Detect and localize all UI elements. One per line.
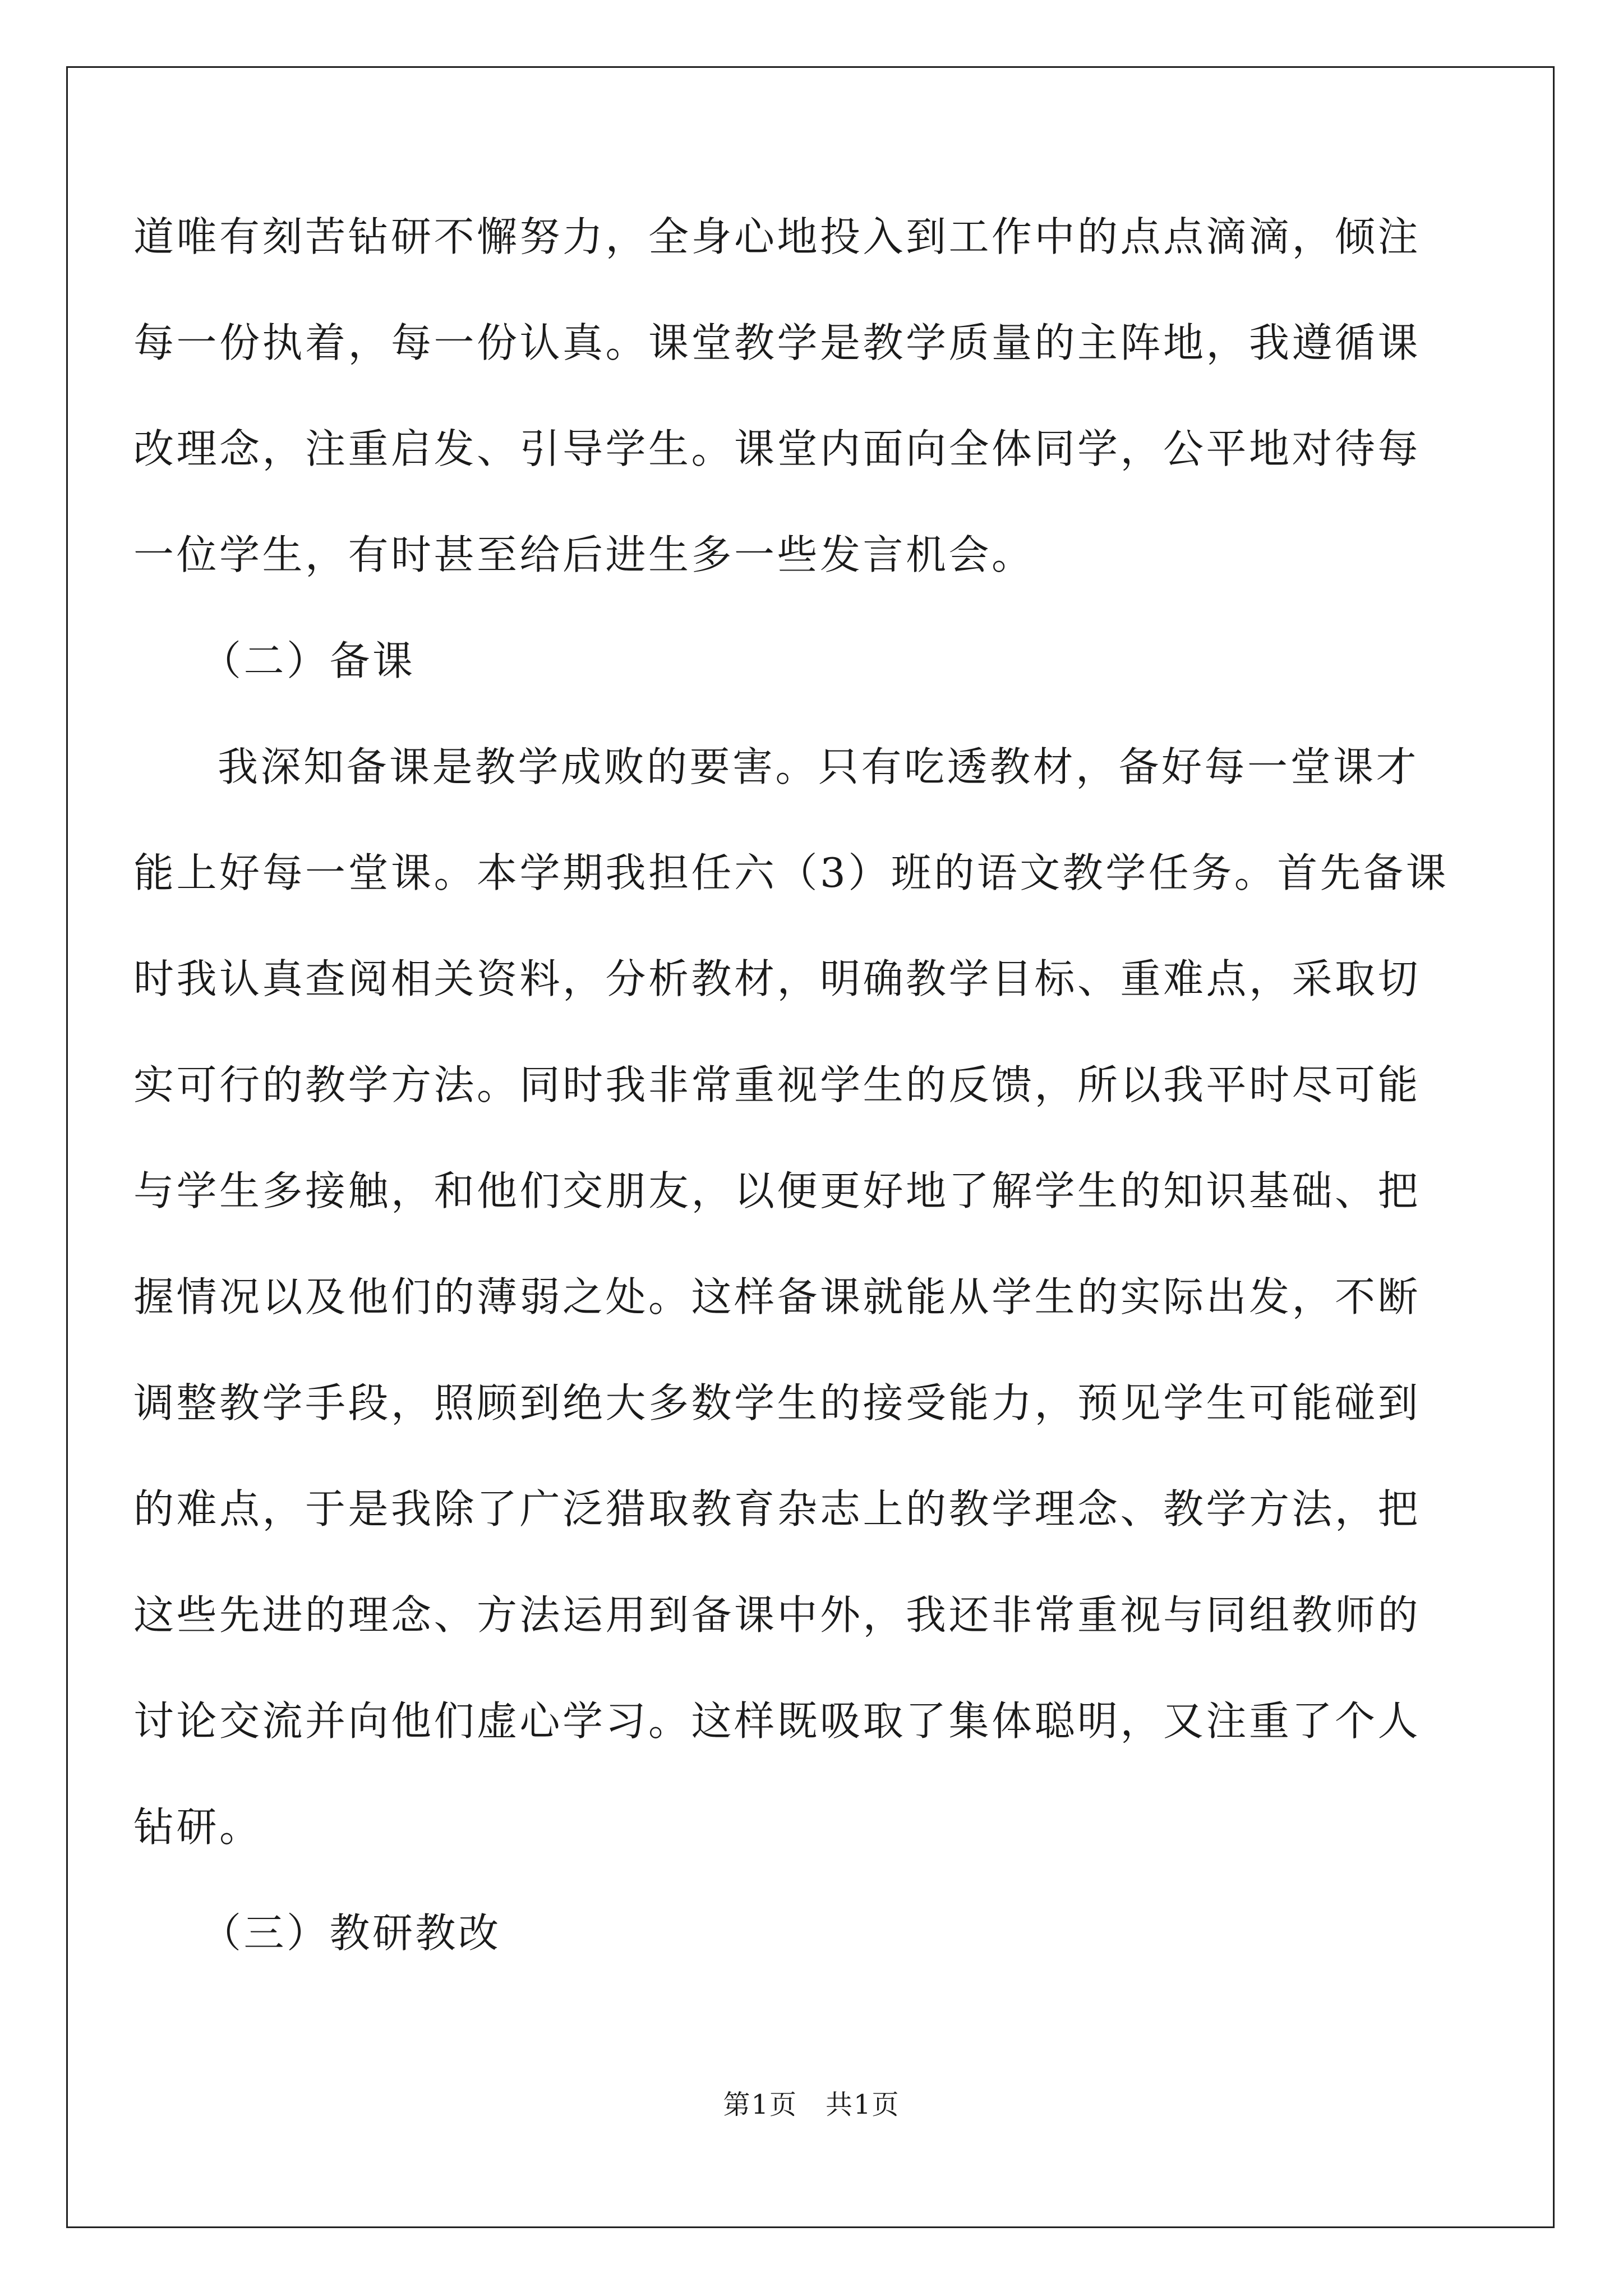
paragraph-line: 钻研。 bbox=[133, 1807, 262, 1851]
paragraph-line: 能上好每一堂课。本学期我担任六（3）班的语文教学任务。首先备课 bbox=[133, 853, 1449, 896]
section-heading-jiaoyan: （三）教研教改 bbox=[201, 1910, 501, 1957]
paragraph-line: 这些先进的理念、方法运用到备课中外，我还非常重视与同组教师的 bbox=[133, 1595, 1421, 1639]
paragraph-line: 与学生多接触，和他们交朋友，以便更好地了解学生的知识基础、把 bbox=[133, 1171, 1421, 1214]
paragraph-line: 实可行的教学方法。同时我非常重视学生的反馈，所以我平时尽可能 bbox=[133, 1065, 1421, 1108]
paragraph-line: 讨论交流并向他们虚心学习。这样既吸取了集体聪明，又注重了个人 bbox=[133, 1701, 1421, 1745]
paragraph-line: 的难点，于是我除了广泛猎取教育杂志上的教学理念、教学方法，把 bbox=[133, 1489, 1421, 1533]
paragraph-line: 每一份执着，每一份认真。课堂教学是教学质量的主阵地，我遵循课 bbox=[133, 323, 1421, 366]
paragraph-line: 时我认真查阅相关资料，分析教材，明确教学目标、重难点，采取切 bbox=[133, 959, 1421, 1002]
paragraph-line: 调整教学手段，照顾到绝大多数学生的接受能力，预见学生可能碰到 bbox=[133, 1383, 1421, 1427]
paragraph-line: 改理念，注重启发、引导学生。课堂内面向全体同学，公平地对待每 bbox=[133, 429, 1421, 472]
section-heading-beike: （二）备课 bbox=[201, 637, 416, 684]
paragraph-line: 道唯有刻苦钻研不懈努力，全身心地投入到工作中的点点滴滴，倾注 bbox=[133, 217, 1421, 260]
paragraph-line: 一位学生，有时甚至给后进生多一些发言机会。 bbox=[133, 535, 1035, 578]
paragraph-line: 握情况以及他们的薄弱之处。这样备课就能从学生的实际出发，不断 bbox=[133, 1277, 1421, 1320]
paragraph-line: 我深知备课是教学成败的要害。只有吃透教材，备好每一堂课才 bbox=[218, 747, 1419, 790]
page-footer: 第1页 共1页 bbox=[723, 2089, 900, 2120]
document-body bbox=[133, 217, 1487, 2019]
